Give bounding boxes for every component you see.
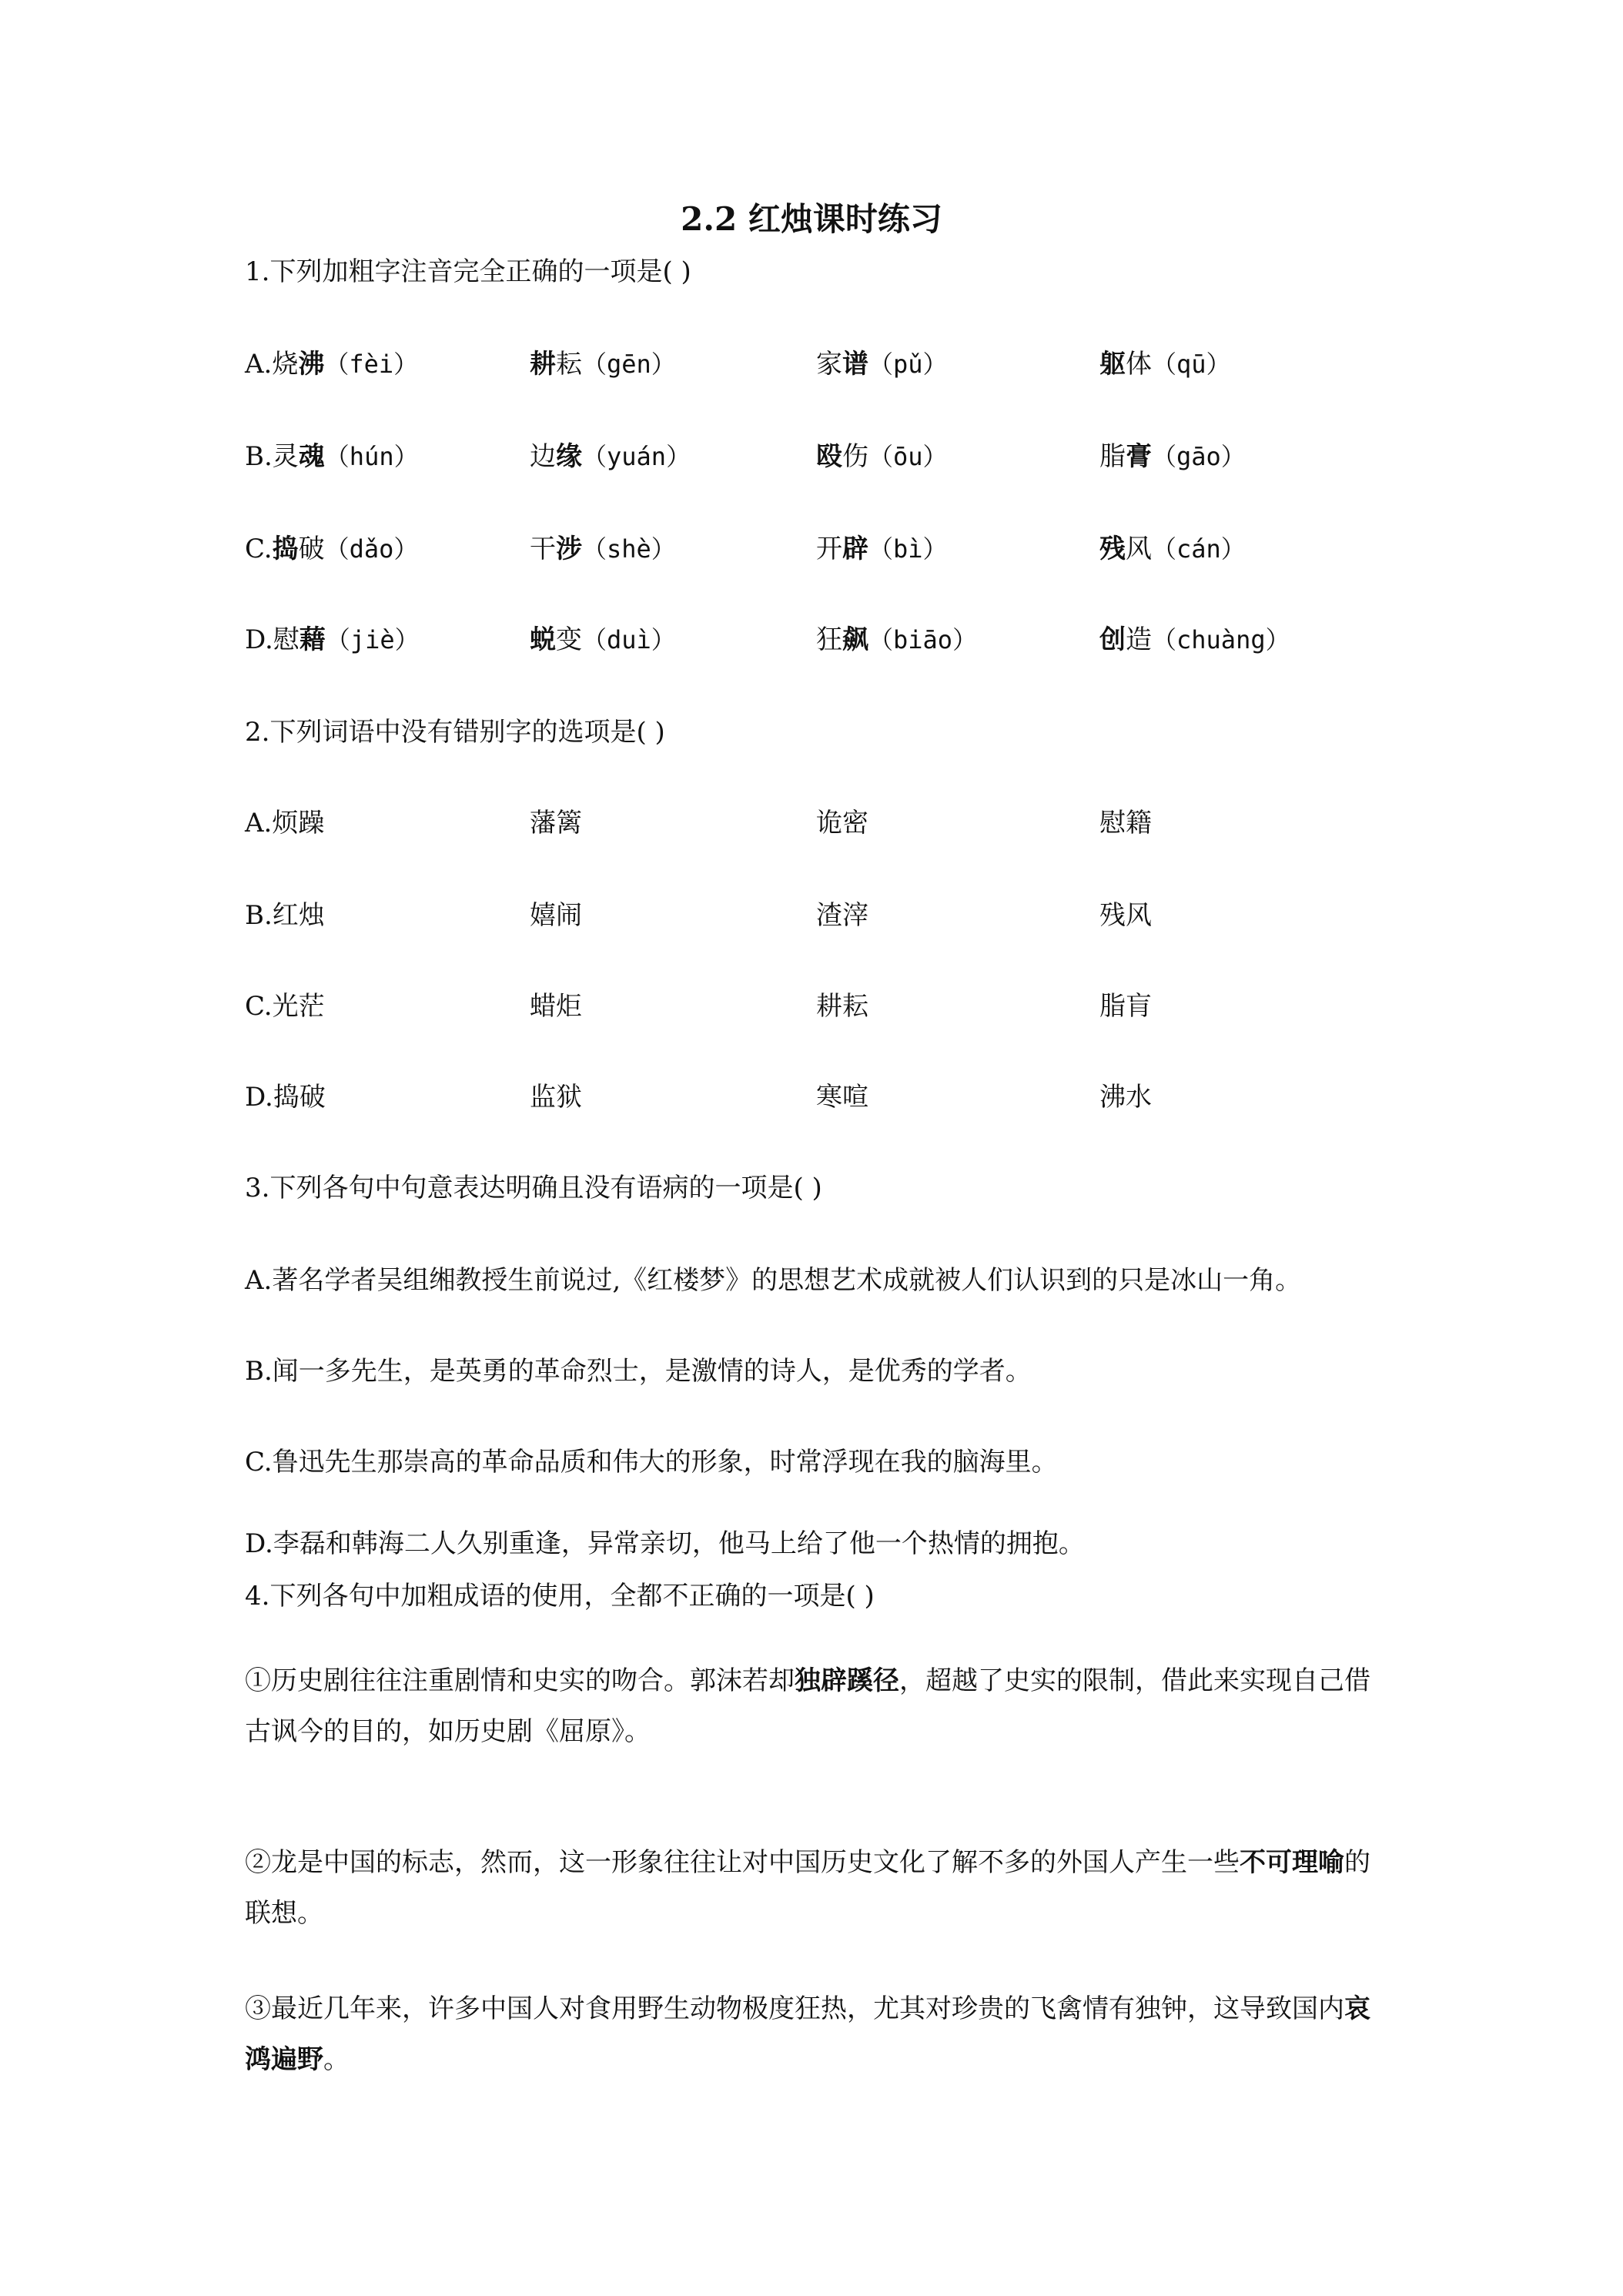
option-cell: 家谱（pǔ） <box>816 349 948 380</box>
question-2-stem: 2.下列词语中没有错别字的选项是( ) <box>245 717 665 748</box>
option-cell: 诡密 <box>816 808 868 838</box>
option-cell: A.烧沸（fèi） <box>245 349 419 380</box>
option-cell: 耕耘（gēn） <box>530 349 676 380</box>
option-cell: 监狱 <box>530 1082 582 1113</box>
option-cell: 渣滓 <box>816 900 868 931</box>
option-cell: C.光茫 <box>245 991 325 1022</box>
question-3-option-a: A.著名学者吴组缃教授生前说过,《红楼梦》的思想艺术成就被人们认识到的只是冰山一角。 <box>245 1265 1302 1296</box>
question-3-option-d: D.李磊和韩海二人久别重逢，异常亲切，他马上给了他一个热情的拥抱。 <box>245 1528 1085 1559</box>
document-title: 2.2 红烛课时练习 <box>681 200 942 238</box>
option-cell: 蜡炬 <box>530 991 582 1022</box>
option-cell: 殴伤（ōu） <box>816 441 948 472</box>
question-1-stem: 1.下列加粗字注音完全正确的一项是( ) <box>245 256 691 287</box>
option-cell: 藩篱 <box>530 808 582 838</box>
option-cell: 狂飙（biāo） <box>816 624 978 655</box>
option-cell: C.捣破（dǎo） <box>245 534 419 564</box>
option-cell: 蜕变（duì） <box>530 624 676 655</box>
option-cell: 脂肓 <box>1099 991 1152 1022</box>
option-cell: 慰籍 <box>1099 808 1152 838</box>
option-cell: 开辟（bì） <box>816 534 948 564</box>
question-3-stem: 3.下列各句中句意表达明确且没有语病的一项是( ) <box>245 1173 822 1203</box>
question-4-stem: 4.下列各句中加粗成语的使用，全都不正确的一项是( ) <box>245 1581 875 1612</box>
question-4-item-2: ②龙是中国的标志，然而，这一形象往往让对中国历史文化了解不多的外国人产生一些不可理喻的联想。 <box>245 1847 1370 1929</box>
option-cell: D.捣破 <box>245 1082 326 1113</box>
option-cell: D.慰藉（jiè） <box>245 624 420 655</box>
option-cell: A.烦躁 <box>245 808 325 838</box>
question-3-option-c: C.鲁迅先生那崇高的革命品质和伟大的形象，时常浮现在我的脑海里。 <box>245 1447 1058 1478</box>
option-cell: 脂膏（gāo） <box>1099 441 1246 472</box>
option-cell: 躯体（qū） <box>1099 349 1231 380</box>
option-cell: 干涉（shè） <box>530 534 676 564</box>
option-cell: 寒喧 <box>816 1082 868 1113</box>
question-4-item-3: ③最近几年来，许多中国人对食用野生动物极度狂热，尤其对珍贵的飞禽情有独钟，这导致国内哀鸿遍野。 <box>245 1993 1370 2075</box>
option-cell: B.红烛 <box>245 900 325 931</box>
option-cell: 耕耘 <box>816 991 868 1022</box>
option-cell: B.灵魂（hún） <box>245 441 419 472</box>
option-cell: 嬉闹 <box>530 900 582 931</box>
option-cell: 残风 <box>1099 900 1152 931</box>
option-cell: 创造（chuàng） <box>1099 624 1290 655</box>
option-cell: 残风（cán） <box>1099 534 1246 564</box>
option-cell: 边缘（yuán） <box>530 441 691 472</box>
question-4-item-1: ①历史剧往往注重剧情和史实的吻合。郭沫若却独辟蹊径，超越了史实的限制，借此来实现自己借古讽今的目的，如历史剧《屈原》。 <box>245 1665 1370 1747</box>
option-cell: 沸水 <box>1099 1082 1152 1113</box>
question-3-option-b: B.闻一多先生，是英勇的革命烈士，是激情的诗人，是优秀的学者。 <box>245 1356 1032 1387</box>
